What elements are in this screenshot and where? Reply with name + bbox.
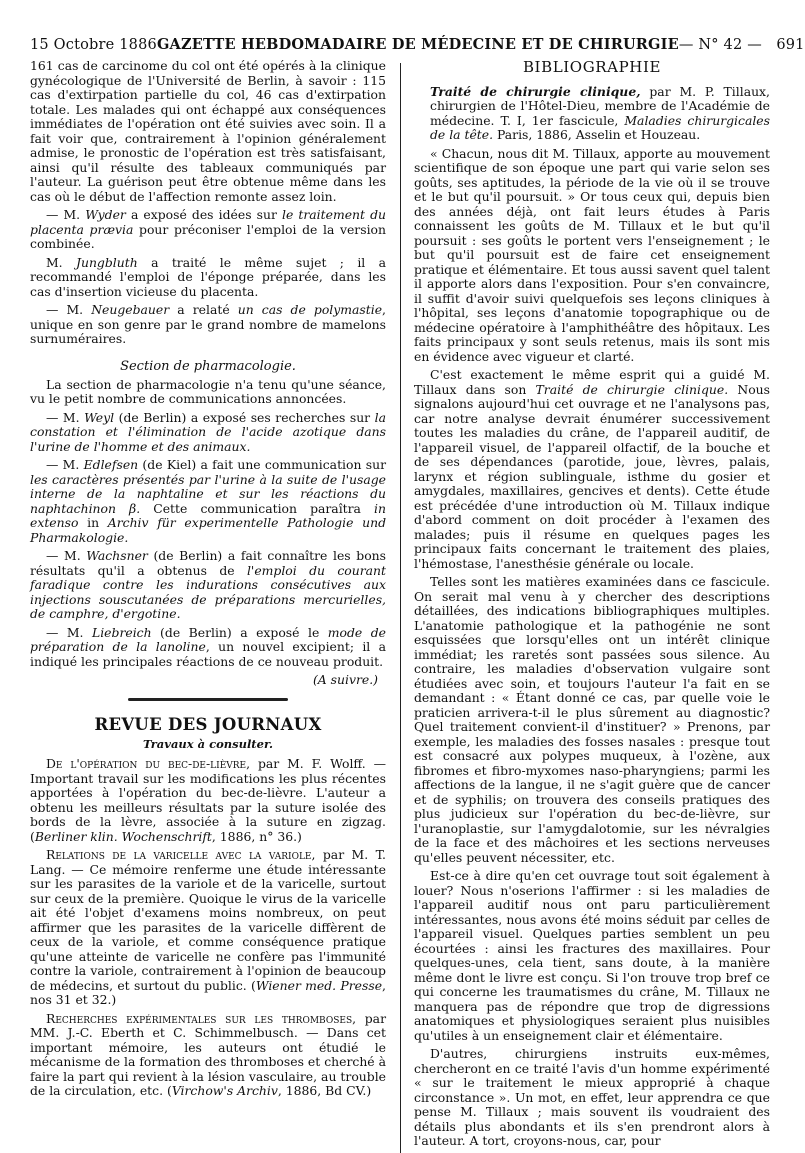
author-name: Liebreich bbox=[91, 624, 152, 640]
author-name: Neugebauer bbox=[91, 302, 170, 317]
author-name: Edlefsen bbox=[83, 457, 139, 473]
issue-label: — N° 42 — bbox=[678, 37, 762, 53]
page-number: 691 bbox=[776, 37, 805, 53]
journal-title: GAZETTE HEBDOMADAIRE DE MÉDECINE ET DE CHIRURGIE bbox=[156, 36, 679, 53]
section-rule bbox=[30, 698, 386, 701]
right-column bbox=[414, 59, 770, 1153]
review-paragraph-3: Telles sont les matières examinées dans ce fascicule. On serait mal venu à y chercher des descriptions détaillées, des indications bibliographiques multiples. L'anatomie pathologique et la pathogénie ne sont esquissées que lorsqu'elles ont un intérêt clinique immédiat; les raretés sont passées sous silence. Au contraire, les maladies d'observation vulgaire sont étudiées avec soin, et toujours l'auteur l'a fait en se demandant : « Étant donné ce cas, par quelle voie le praticien arrivera-t-il le plus sûrement au diagnostic? Quel traitement convient-il d'instituer? » Prenons, par exemple, les maladies des fosses nasales : presque tout est consacré aux polypes muqueux, à l'ozène, aux fibromes et fibro-myxomes naso-pharyngiens; parmi les affections de la langue, il ne s'agit guère que de cancer et de syphilis; on trouvera des conseils pratiques des plus judicieux sur l'opération du bec-de-lièvre, sur l'uranoplastie, sur l'amygdalotomie, sur les névralgies de la face et des mâchoires et les sections nerveuses qu'elles peuvent nécessiter, etc. bbox=[414, 574, 770, 865]
paragraph-weyl: — M. Weyl (de Berlin) a exposé ses recherches sur la constation et l'élimination de l'acide azotique dans l'urine de l'homme et des animaux. bbox=[30, 409, 386, 454]
author-name: Weyl bbox=[84, 409, 115, 425]
column-divider bbox=[400, 63, 401, 1153]
paragraph-liebreich: — M. Liebreich (de Berlin) a exposé le mode de préparation de la lanoline, un nouvel excipient; il a indiqué les principales réactions de ce nouveau produit. bbox=[30, 624, 386, 669]
paragraph-neugebauer: — M. Neugebauer a relaté un cas de polymastie, unique en son genre par le grand nombre de mamelons surnuméraires. bbox=[30, 302, 386, 346]
paragraph-edlefsen: — M. Edlefsen (de Kiel) a fait une communication sur les caractères présentés par l'urine à la suite de l'usage interne de la naphtaline et sur les réactions du naphtachinon β. Cette communication paraîtra in extenso in Archiv für experimentelle Pathologie und Pharmakologie. bbox=[30, 457, 387, 545]
review-paragraph-2: C'est exactement le même esprit qui a guidé M. Tillaux dans son Traité de chirurgie clinique. Nous signalons aujourd'hui cet ouvrage et ne l'analysons pas, car notre analyse devrait énumérer successivement toutes les maladies du crâne, de l'appareil auditif, de l'appareil visuel, de l'appareil olfactif, de la bouche et de ses dépendances (parotide, joue, lèvres, palais, larynx et région sublinguale, isthme du gosier et amygdales, maxillaires, gencives et dents). Cette étude est précédée d'une introduction où M. Tillaux indique d'abord comment on doit procéder à l'examen des malades; puis il résume en quelques pages les principaux faits concernant le traitement des plaies, l'hémostase, l'anesthésie générale ou locale. bbox=[414, 367, 771, 571]
revue-des-journaux-heading: REVUE DES JOURNAUX bbox=[94, 714, 322, 734]
review-thromboses: Recherches expérimentales sur les thromboses, par MM. J.-C. Eberth et C. Schimmelbusch. — Dans cet important mémoire, les auteurs ont étudié le mécanisme de la formation des thromboses et cherché à faire la part qui revient à la lésion vasculaire, au trouble de la circulation, etc. (Virchow's Archiv, 1886, Bd CV.) bbox=[30, 1010, 386, 1099]
review-bec-de-lievre: De l'opération du bec-de-lièvre, par M. F. Wolff. — Important travail sur les modifications les plus récentes apportées à l'opération du bec-de-lièvre. L'auteur a obtenu les meilleurs résultats par la suture isolée des bords de la lèvre, associée à la suture en zigzag. (Berliner klin. Wochenschrift, 1886, n° 36.) bbox=[30, 756, 386, 844]
review-paragraph-1: « Chacun, nous dit M. Tillaux, apporte au mouvement scientifique de son époque une part qui varie selon ses goûts, ses aptitudes, la période de la vie où il se trouve et le but qu'il poursuit. » Or tous ceux qui, depuis bien des années déjà, ont fait leurs études à Paris connaissent les goûts de M. Tillaux et le but qu'il poursuit : ses goûts le portent vers l'enseignement ; le but qu'il poursuit est de faire cet enseignement pratique et élémentaire. Et tous aussi savent quel talent il apporte alors dans l'exposition. Pour s'en convaincre, il suffit d'avoir suivi quelquefois ses leçons cliniques à l'hôpital, ses leçons d'anatomie topographique ou de médecine opératoire à l'amphithéâtre des hôpitaux. Les faits principaux y sont seuls retenus, mais ils sont mis en évidence avec vigueur et clarté. bbox=[414, 145, 770, 364]
issue-number bbox=[679, 37, 805, 53]
paragraph-jungbluth: M. Jungbluth a traité le même sujet ; il a recommandé l'emploi de l'éponge préparée, dans les cas d'insertion vicieuse du placenta. bbox=[30, 254, 386, 299]
to-be-continued: (A suivre.) bbox=[312, 672, 378, 688]
paragraph-wyder: — M. Wyder a exposé des idées sur le traitement du placenta prævia pour préconiser l'emploi de la version combinée. bbox=[30, 207, 386, 251]
two-column-body bbox=[30, 59, 770, 1153]
author-name: Wachsner bbox=[86, 548, 148, 564]
review-paragraph-4: Est-ce à dire qu'en cet ouvrage tout soit également à louer? Nous n'oserions l'affirmer : si les maladies de l'appareil auditif nous ont paru particulièrement intéressantes, nous avons été moins séduit par celles de l'appareil visuel. Quelques parties semblent un peu écourtées : ainsi les fractures des maxillaires. Pour quelques-unes, cela tient, sans doute, à la manière même dont le livre est conçu. Si l'on trouve trop bref ce qui concerne les traumatismes du crâne, M. Tillaux ne manquera pas de répondre que trop de digressions anatomiques et physiologiques seraient plus nuisibles qu'utiles à un enseignement clair et élémentaire. bbox=[414, 868, 770, 1043]
header-date: 15 Octobre 1886 bbox=[30, 37, 157, 53]
paragraph-section-intro: La section de pharmacologie n'a tenu qu'une séance, vu le petit nombre de communications annoncées. bbox=[30, 376, 386, 407]
paragraph-wachsner: — M. Wachsner (de Berlin) a fait connaître les bons résultats qu'il a obtenus de l'emploi du courant faradique contre les indurations consécutives aux injections souscutanées de préparations mercurielles, de camphre, d'ergotine. bbox=[30, 548, 386, 622]
paragraph-carcinome: 161 cas de carcinome du col ont été opérés à la clinique gynécologique de l'Université de Berlin, à savoir : 115 cas d'extirpation partielle du col, 46 cas d'extirpation totale. Les malades qui ont échappé aux conséquences immédiates de l'opération ont été suivies avec soin. Il a fait voir que, contrairement à l'opinion généralement admise, le pronostic de l'opération est très satisfaisant, ainsi qu'il résulte des tableaux communiqués par l'auteur. La guérison peut être obtenue même dans les cas où le début de l'affection remonte assez loin. bbox=[30, 58, 386, 204]
author-name: Jungbluth bbox=[76, 254, 138, 270]
travaux-subheading: Travaux à consulter. bbox=[143, 737, 273, 751]
section-title-pharmacologie: Section de pharmacologie. bbox=[120, 358, 296, 374]
page-header bbox=[30, 36, 805, 53]
book-reference: Traité de chirurgie clinique, par M. P. Tillaux, chirurgien de l'Hôtel-Dieu, membre de l'Académie de médecine. T. I, 1er fascicule, Maladies chirurgicales de la tête. Paris, 1886, Asselin et Houzeau. bbox=[430, 83, 770, 143]
left-column bbox=[30, 59, 386, 1153]
author-name: Wyder bbox=[85, 207, 126, 222]
review-paragraph-5: D'autres, chirurgiens instruits eux-mêmes, chercheront en ce traité l'avis d'un homme expérimenté « sur le traitement le mieux approprié à chaque circonstance ». Un mot, en effet, leur apprendra ce que pense M. Tillaux ; mais souvent ils voudraient des détails plus abondants et ils s'en prendront alors à l'auteur. A tort, croyons-nous, car, pour bbox=[414, 1046, 770, 1149]
review-varicelle: Relations de la varicelle avec la variole, par M. T. Lang. — Ce mémoire renferme une étude intéressante sur les parasites de la variole et de la varicelle, surtout sur ceux de la première. Quoique le virus de la varicelle ait été l'objet d'examens moins nombreux, on peut affirmer que les parasites de la varicelle diffèrent de ceux de la variole, et comme conséquence pratique qu'une atteinte de varicelle ne confère pas l'immunité contre la variole, contrairement à l'opinion de beaucoup de médecins, et surtout du public. (Wiener med. Presse, nos 31 et 32.) bbox=[30, 847, 386, 1008]
bibliographie-heading: BIBLIOGRAPHIE bbox=[522, 58, 662, 76]
